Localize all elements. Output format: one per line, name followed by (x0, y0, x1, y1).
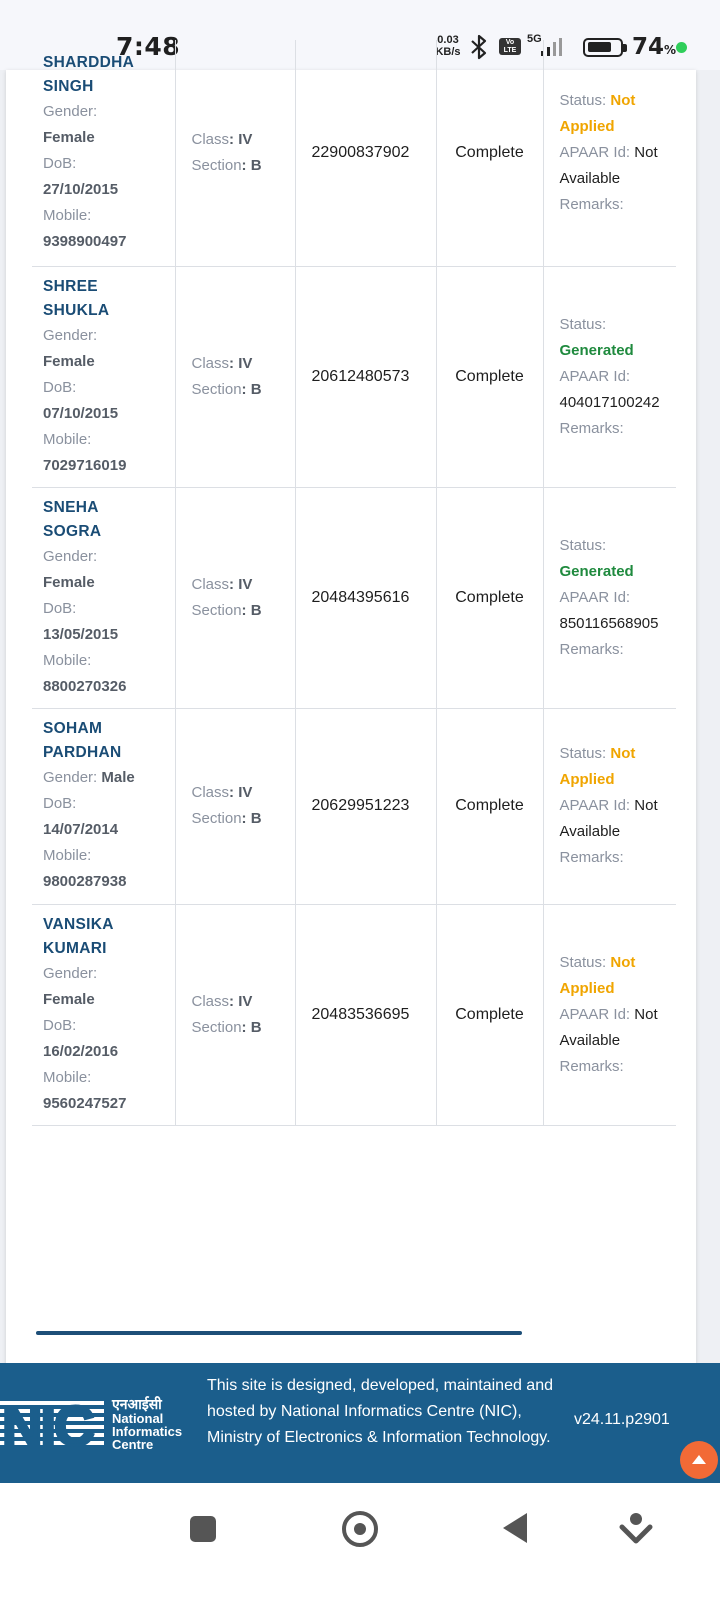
class-cell: Class: IV Section: B (175, 266, 295, 487)
pen-cell: 20629951223 (295, 708, 436, 904)
mobile-value: 9800287938 (43, 873, 127, 890)
nic-name-line2: Informatics (112, 1424, 183, 1439)
dob-value: 16/02/2016 (43, 1042, 119, 1060)
footer-credits: This site is designed, developed, maintained and hosted by National Informatics Centre (NIC), Ministry of Electronics & Information Technology. (207, 1377, 553, 1446)
class-label: Class (191, 130, 230, 148)
arrow-up-icon (691, 1453, 707, 1465)
mobile-value: 9398900497 (43, 232, 127, 250)
apaar-status-label: Status: (559, 91, 607, 109)
gender-label: Gender: (43, 547, 98, 565)
nic-name-line1: National (112, 1411, 164, 1426)
gender-label: Gender: (43, 102, 98, 120)
apaar-id-label: APAAR Id: (559, 367, 631, 385)
apaar-status-value: Generated (559, 562, 634, 580)
network-speed-value: 0.03 (437, 34, 459, 46)
section-value: B (250, 810, 262, 827)
class-label: Class (191, 784, 230, 801)
section-value: B (250, 601, 262, 619)
apaar-status-value: Not (610, 745, 636, 762)
student-table (32, 40, 676, 1126)
student-name[interactable]: VANSIKA KUMARI (43, 915, 114, 957)
apaar-cell (543, 904, 676, 1125)
clock: 7:48 (116, 32, 181, 61)
pen-cell: 20484395616 (295, 487, 436, 708)
recent-apps-icon[interactable] (190, 1516, 216, 1542)
section-label: Section (191, 1018, 242, 1036)
student-info-cell (32, 40, 175, 266)
table-row (32, 904, 676, 1125)
gender-value: Female (43, 352, 95, 370)
apaar-status-label: Status: (559, 953, 607, 971)
class-value: IV (238, 354, 253, 372)
profile-status-cell: Complete (436, 904, 543, 1125)
student-list-card (6, 53, 696, 1380)
apaar-status-label: Status: (559, 745, 607, 762)
gender-label: Gender: (43, 964, 98, 982)
nic-name-line3: Centre (112, 1437, 154, 1452)
table-row (32, 266, 676, 487)
nic-logo (0, 1394, 104, 1457)
system-navigation-bar (0, 1483, 720, 1600)
table-row (32, 40, 676, 266)
pen-cell: 22900837902 (295, 40, 436, 266)
profile-status-cell: Complete (436, 487, 543, 708)
pen-cell: 20483536695 (295, 904, 436, 1125)
mobile-label: Mobile: (43, 1068, 92, 1086)
class-cell: Class: IV Section: B (175, 487, 295, 708)
apaar-status-value: Not (610, 953, 636, 971)
section-value: B (250, 1018, 262, 1036)
apaar-status-value: Generated (559, 341, 634, 359)
student-info-cell (32, 266, 175, 487)
apaar-status-label: Status: (559, 315, 607, 333)
remarks-label: Remarks: (559, 640, 624, 658)
dob-label: DoB: (43, 599, 77, 617)
dob-label: DoB: (43, 1016, 77, 1034)
remarks-label: Remarks: (559, 1057, 624, 1075)
mobile-label: Mobile: (43, 430, 92, 448)
home-icon-center (354, 1523, 366, 1535)
mobile-value: 7029716019 (43, 456, 127, 474)
dob-label: DoB: (43, 378, 77, 396)
gender-value: Male (101, 769, 135, 786)
dob-value: 13/05/2015 (43, 625, 119, 643)
section-label: Section (191, 810, 242, 827)
gender-value: Female (43, 990, 95, 1008)
class-label: Class (191, 354, 230, 372)
apaar-cell (543, 487, 676, 708)
student-info-cell (32, 904, 175, 1125)
mobile-label: Mobile: (43, 651, 92, 669)
gender-value: Female (43, 128, 95, 146)
apaar-status-value: Not (610, 91, 636, 109)
assistant-icon[interactable] (620, 1511, 652, 1545)
student-name[interactable]: SOHAM PARDHAN (43, 720, 122, 761)
class-label: Class (191, 992, 230, 1010)
apaar-id-value: Not (634, 143, 658, 161)
mobile-value: 8800270326 (43, 677, 127, 695)
apaar-status-value-cont: Applied (559, 979, 615, 997)
profile-status-cell: Complete (436, 708, 543, 904)
student-name[interactable]: SHREE SHUKLA (43, 277, 110, 319)
table-row (32, 708, 676, 904)
battery-percent-value: 74 (632, 34, 665, 60)
apaar-id-value: 404017100242 (559, 393, 660, 411)
nic-hindi-name: एनआईसी (112, 1396, 162, 1412)
student-name[interactable]: SHARDDHA SINGH (43, 53, 135, 95)
apaar-id-label: APAAR Id: (559, 797, 631, 814)
dob-label: DoB: (43, 154, 77, 172)
gender-label: Gender: (43, 326, 98, 344)
dob-value: 07/10/2015 (43, 404, 119, 422)
home-icon[interactable] (342, 1511, 378, 1547)
class-value: IV (238, 784, 253, 801)
section-value: B (250, 380, 262, 398)
network-type: 5G (527, 33, 542, 45)
class-value: IV (238, 575, 253, 593)
apaar-id-value-cont: Available (559, 1031, 621, 1049)
apaar-id-value-cont: Available (559, 169, 621, 187)
student-info-cell (32, 708, 175, 904)
section-value: B (250, 156, 262, 174)
student-name[interactable]: SNEHA SOGRA (43, 498, 102, 540)
class-cell: Class: IV Section: B (175, 40, 295, 266)
gender-value: Female (43, 573, 95, 591)
apaar-id-label: APAAR Id: (559, 1005, 631, 1023)
gender-label: Gender: (43, 769, 98, 786)
apaar-id-label: APAAR Id: (559, 588, 631, 606)
back-icon[interactable] (503, 1513, 527, 1543)
remarks-label: Remarks: (559, 195, 624, 213)
apaar-status-value-cont: Applied (559, 771, 615, 788)
site-footer (0, 1363, 720, 1483)
apaar-id-value: Not (634, 1005, 658, 1023)
class-value: IV (238, 992, 253, 1010)
pen-cell: 20612480573 (295, 266, 436, 487)
class-cell: Class: IV Section: B (175, 904, 295, 1125)
profile-status-cell: Complete (436, 266, 543, 487)
network-speed-unit: KB/s (435, 46, 461, 58)
battery-percent-sign: % (664, 43, 677, 57)
student-info-cell (32, 487, 175, 708)
apaar-id-value: Not (634, 797, 658, 814)
apaar-status-label: Status: (559, 536, 607, 554)
remarks-label: Remarks: (559, 419, 624, 437)
section-label: Section (191, 380, 242, 398)
apaar-cell (543, 708, 676, 904)
volte-top: Vo (505, 39, 515, 46)
table-row (32, 487, 676, 708)
section-label: Section (191, 601, 242, 619)
privacy-indicator-dot (676, 42, 687, 53)
section-label: Section (191, 156, 242, 174)
horizontal-scrollbar[interactable] (36, 1331, 522, 1335)
profile-status-cell: Complete (436, 40, 543, 266)
scroll-to-top-button[interactable] (680, 1441, 718, 1479)
mobile-label: Mobile: (43, 847, 92, 864)
volte-bottom: LTE (503, 47, 517, 54)
mobile-value: 9560247527 (43, 1094, 127, 1112)
apaar-id-label: APAAR Id: (559, 143, 631, 161)
class-cell: Class: IV Section: B (175, 708, 295, 904)
app-version: v24.11.p2901 (574, 1411, 670, 1428)
dob-value: 14/07/2014 (43, 821, 119, 838)
nic-english-name (112, 1412, 182, 1451)
apaar-cell (543, 40, 676, 266)
dob-label: DoB: (43, 795, 77, 812)
class-value: IV (238, 130, 253, 148)
remarks-label: Remarks: (559, 849, 624, 866)
dob-value: 27/10/2015 (43, 180, 119, 198)
class-label: Class (191, 575, 230, 593)
apaar-status-value-cont: Applied (559, 117, 615, 135)
apaar-cell (543, 266, 676, 487)
svg-text:NIC: NIC (2, 1394, 93, 1457)
mobile-label: Mobile: (43, 206, 92, 224)
apaar-id-value: 850116568905 (559, 614, 659, 632)
apaar-id-value-cont: Available (559, 823, 621, 840)
